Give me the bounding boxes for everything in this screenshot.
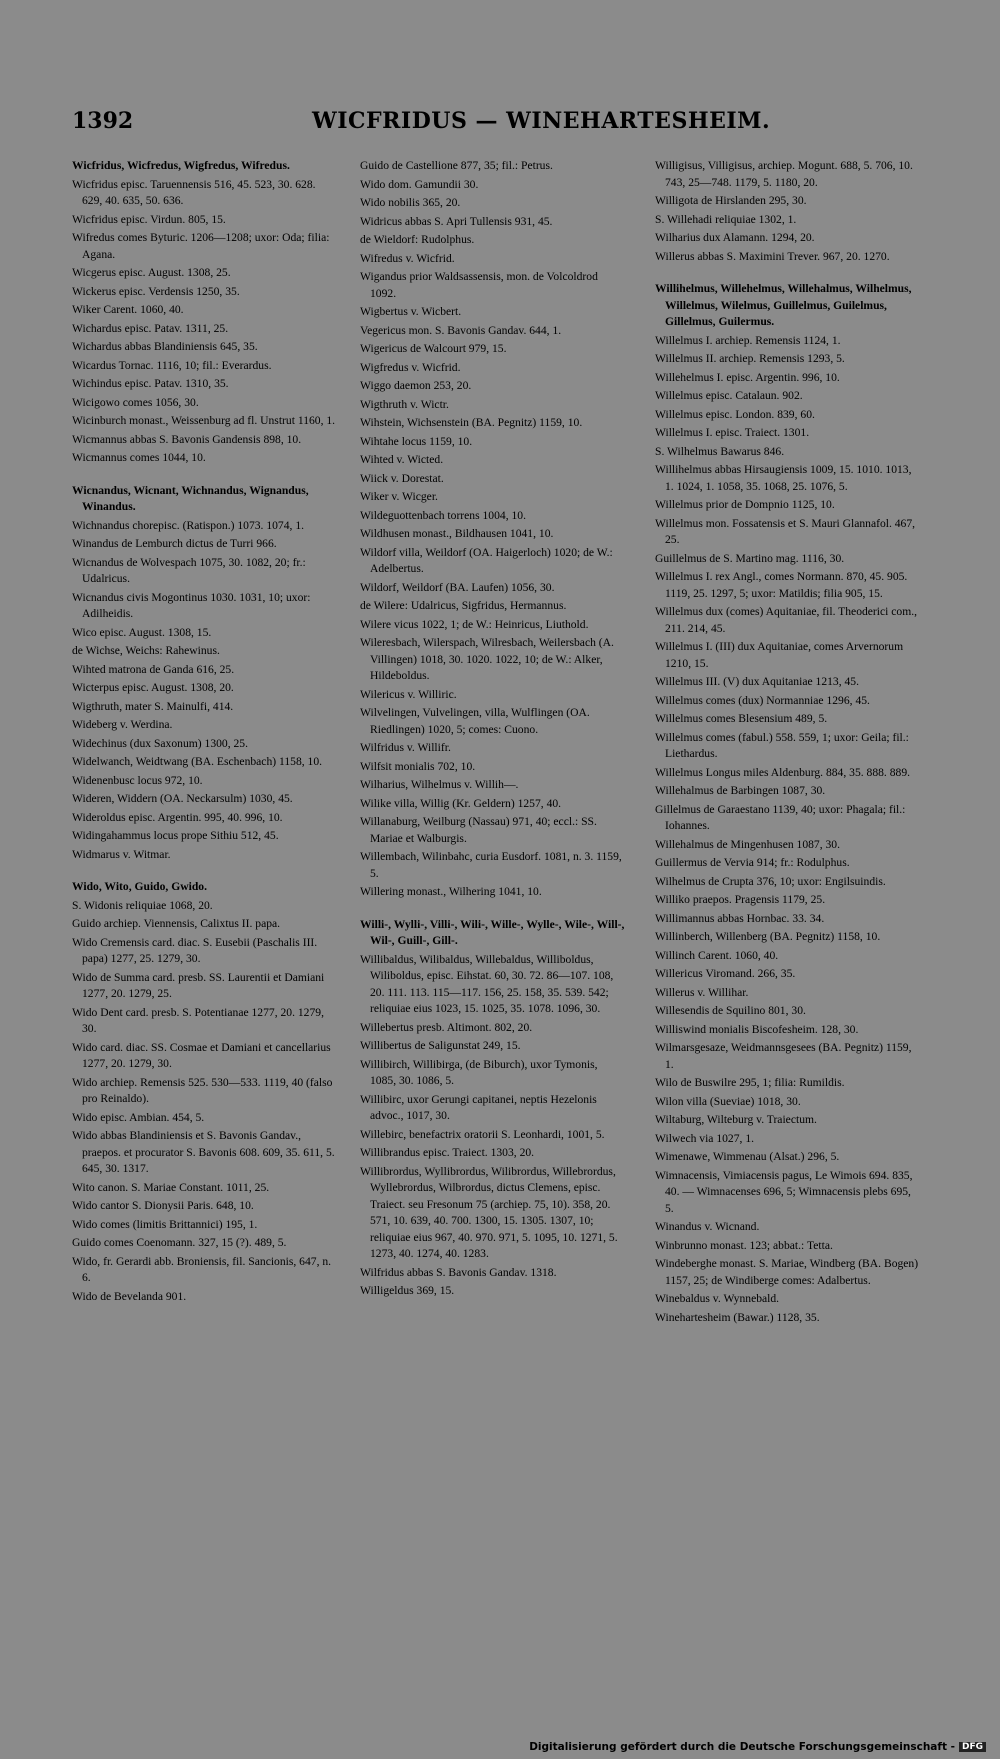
index-entry: Wildorf villa, Weildorf (OA. Haigerloch) 1020; de W.: Adelbertus. bbox=[360, 545, 613, 575]
index-entry: Willigota de Hirslanden 295, 30. bbox=[655, 194, 807, 207]
index-entry: Wilvelingen, Vulvelingen, villa, Wulflingen (OA. Riedlingen) 1020, 5; comes: Cuono. bbox=[360, 706, 590, 736]
index-entry: Wilwech via 1027, 1. bbox=[655, 1131, 755, 1145]
index-entry: Winandus v. Wicnand. bbox=[655, 1220, 760, 1233]
index-entry: Wiltaburg, Wilteburg v. Traiectum. bbox=[655, 1113, 817, 1126]
index-entry: Wilfsit monialis 702, 10. bbox=[360, 759, 476, 773]
index-entry: Willibrordus, Wyllibrordus, Wilibrordus, Willebrordus, Wyllebrordus, Wilbrordus, dictus Clemens, episc. Traiect. seu Fresonum 75 (archiep. 75, 10). 358, 20. 571, 10. 639, 40. 700. 1300, 15. 1305. 1307, 10; reliquiae eius 967, 40. 970. 971, 5. 1095, 10. 1271, 5. 1273, 40. 1274, 40. 1283. bbox=[360, 1164, 618, 1260]
index-entry: Willibirch, Willibirga, (de Biburch), uxor Tymonis, 1085, 30. 1086, 5. bbox=[360, 1057, 598, 1087]
index-entry: Wicigowo comes 1056, 30. bbox=[72, 395, 199, 409]
index-entry: Willelmus II. archiep. Remensis 1293, 5. bbox=[655, 352, 845, 365]
index-entry: S. Widonis reliquiae 1068, 20. bbox=[72, 898, 213, 912]
index-entry: Willelmus episc. London. 839, 60. bbox=[655, 407, 815, 421]
index-entry: Wideren, Widdern (OA. Neckarsulm) 1030, 45. bbox=[72, 792, 293, 805]
index-columns bbox=[72, 158, 972, 1658]
index-entry: Wido de Bevelanda 901. bbox=[72, 1289, 187, 1303]
index-entry: Winandus de Lemburch dictus de Turri 966. bbox=[72, 537, 277, 550]
index-entry: Windeberghe monast. S. Mariae, Windberg (BA. Bogen) 1157, 25; de Windiberge comes: Adalbertus. bbox=[655, 1257, 919, 1287]
index-entry: Wido card. diac. SS. Cosmae et Damiani et cancellarius 1277, 20. 1279, 30. bbox=[72, 1040, 331, 1070]
index-entry: Wimenawe, Wimmenau (Alsat.) 296, 5. bbox=[655, 1150, 840, 1163]
index-entry: Wihted matrona de Ganda 616, 25. bbox=[72, 662, 235, 676]
index-entry: Wigfredus v. Wicfrid. bbox=[360, 360, 461, 374]
index-entry: Wiick v. Dorestat. bbox=[360, 471, 444, 485]
index-entry: Wico episc. August. 1308, 15. bbox=[72, 625, 212, 639]
index-entry: Wildhusen monast., Bildhausen 1041, 10. bbox=[360, 527, 554, 540]
index-entry: Wildeguottenbach torrens 1004, 10. bbox=[360, 508, 526, 522]
index-entry: Wido de Summa card. presb. SS. Laurentii et Damiani 1277, 20. 1279, 25. bbox=[72, 970, 325, 1000]
index-entry: Willelmus III. (V) dux Aquitaniae 1213, 45. bbox=[655, 675, 859, 688]
index-entry: Wigbertus v. Wicbert. bbox=[360, 305, 462, 318]
index-entry: Wilericus v. Williric. bbox=[360, 687, 457, 701]
index-entry: Widingahammus locus prope Sithiu 512, 45. bbox=[72, 829, 279, 842]
index-entry: Wicnandus civis Mogontinus 1030. 1031, 10; uxor: Adilheidis. bbox=[72, 590, 311, 620]
index-entry: Wilon villa (Sueviae) 1018, 30. bbox=[655, 1094, 801, 1108]
index-entry: Willibaldus, Wilibaldus, Willebaldus, Williboldus, Wiliboldus, episc. Eihstat. 60, 30. 72. 86—107. 108, 20. 111. 113. 115—117. 156, 25. 158, 35. 539. 542; reliquiae eius 1023, 15. 1025, 35. 1078. 1096, 30. bbox=[360, 952, 614, 1015]
digitization-credit bbox=[529, 1741, 986, 1753]
index-entry: Wido abbas Blandiniensis et S. Bavonis Gandav., praepos. et procurator S. Bavonis 608. 609, 35. 611, 5. 645, 30. 1317. bbox=[72, 1129, 335, 1175]
index-entry: Wildorf, Weildorf (BA. Laufen) 1056, 30. bbox=[360, 580, 555, 594]
index-entry: Wickerus episc. Verdensis 1250, 35. bbox=[72, 284, 240, 298]
index-entry: Willehelmus I. episc. Argentin. 996, 10. bbox=[655, 370, 840, 384]
index-entry: Willibrandus episc. Traiect. 1303, 20. bbox=[360, 1146, 535, 1159]
index-entry: Winebaldus v. Wynnebald. bbox=[655, 1292, 780, 1305]
index-column-2 bbox=[360, 158, 626, 1302]
index-entry: Willericus Viromand. 266, 35. bbox=[655, 967, 796, 980]
index-entry: Willelmus prior de Dompnio 1125, 10. bbox=[655, 498, 835, 511]
index-entry: Willihelmus abbas Hirsaugiensis 1009, 15. 1010. 1013, 1. 1024, 1. 1058, 35. 1068, 25. 1076, 5. bbox=[655, 463, 912, 493]
index-entry: de Wieldorf: Rudolphus. bbox=[360, 233, 475, 246]
index-entry: Willelmus Longus miles Aldenburg. 884, 35. 888. 889. bbox=[655, 765, 911, 779]
index-entry: Willelmus comes Blesensium 489, 5. bbox=[655, 712, 828, 725]
index-entry: Wigandus prior Waldsassensis, mon. de Volcoldrod 1092. bbox=[360, 270, 598, 300]
page-header bbox=[72, 108, 771, 142]
index-entry: Wideberg v. Werdina. bbox=[72, 718, 173, 731]
index-entry: Widenenbusc locus 972, 10. bbox=[72, 773, 203, 787]
index-entry: Wichindus episc. Patav. 1310, 35. bbox=[72, 377, 229, 390]
index-entry: de Wichse, Weichs: Rahewinus. bbox=[72, 644, 220, 657]
index-entry: Willerus v. Willihar. bbox=[655, 985, 749, 999]
index-column-3 bbox=[655, 158, 921, 1328]
index-entry: Guido de Castellione 877, 35; fil.: Petrus. bbox=[360, 159, 553, 172]
running-title: WICFRIDUS — WINEHARTESHEIM. bbox=[312, 108, 771, 134]
index-entry: Willering monast., Wilhering 1041, 10. bbox=[360, 885, 542, 898]
index-entry: Willelmus I. episc. Traiect. 1301. bbox=[655, 426, 810, 439]
index-entry: Wilfridus abbas S. Bavonis Gandav. 1318. bbox=[360, 1265, 557, 1279]
index-entry: Williswind monialis Biscofesheim. 128, 30. bbox=[655, 1022, 859, 1036]
index-entry: Willelmus episc. Catalaun. 902. bbox=[655, 389, 803, 402]
index-entry: Wihted v. Wicted. bbox=[360, 453, 444, 466]
index-entry: de Wilere: Udalricus, Sigfridus, Hermannus. bbox=[360, 599, 567, 612]
index-entry: Wihtahe locus 1159, 10. bbox=[360, 434, 473, 448]
index-entry: Wilere vicus 1022, 1; de W.: Heinricus, Liuthold. bbox=[360, 617, 589, 631]
dfg-logo: DFG bbox=[959, 1742, 986, 1752]
index-entry: Wilike villa, Willig (Kr. Geldern) 1257, 40. bbox=[360, 796, 562, 810]
index-column-1 bbox=[72, 158, 338, 1307]
index-entry: Willigisus, Villigisus, archiep. Mogunt. 688, 5. 706, 10. 743, 25—748. 1179, 5. 1180, 20. bbox=[655, 159, 913, 189]
index-entry: Widelwanch, Weidtwang (BA. Eschenbach) 1158, 10. bbox=[72, 755, 323, 768]
index-entry: Willimannus abbas Hornbac. 33. 34. bbox=[655, 911, 825, 925]
index-entry: Willehalmus de Mingenhusen 1087, 30. bbox=[655, 837, 841, 851]
index-entry: Wichnandus chorepisc. (Ratispon.) 1073. 1074, 1. bbox=[72, 518, 305, 532]
index-entry: Wilhelmus de Crupta 376, 10; uxor: Engilsuindis. bbox=[655, 874, 886, 888]
index-entry: Willebirc, benefactrix oratorii S. Leonhardi, 1001, 5. bbox=[360, 1127, 605, 1141]
index-entry: Willelmus comes (fabul.) 558. 559, 1; uxor: Geila; fil.: Liethardus. bbox=[655, 730, 909, 760]
index-entry: Wicmannus abbas S. Bavonis Gandensis 898, 10. bbox=[72, 432, 302, 446]
index-entry: Wido nobilis 365, 20. bbox=[360, 196, 461, 209]
index-entry: Willigeldus 369, 15. bbox=[360, 1284, 455, 1297]
index-entry: S. Wilhelmus Bawarus 846. bbox=[655, 444, 785, 458]
index-entry: Willembach, Wilinbahc, curia Eusdorf. 1081, n. 3. 1159, 5. bbox=[360, 850, 622, 880]
index-entry: Wido archiep. Remensis 525. 530—533. 1119, 40 (falso pro Reinaldo). bbox=[72, 1075, 333, 1105]
index-group-heading: Willi-, Wylli-, Villi-, Wili-, Wille-, Wylle-, Wile-, Will-, Wil-, Guill-, Gill-. bbox=[360, 917, 625, 947]
index-entry: Willelmus I. (III) dux Aquitaniae, comes Arvernorum 1210, 15. bbox=[655, 640, 904, 670]
index-entry: Wilmarsgesaze, Weidmannsgesees (BA. Pegnitz) 1159, 1. bbox=[655, 1041, 912, 1071]
index-entry: Wido, fr. Gerardi abb. Broniensis, fil. Sancionis, 647, n. 6. bbox=[72, 1254, 332, 1284]
index-entry: Winbrunno monast. 123; abbat.: Tetta. bbox=[655, 1238, 833, 1252]
index-entry: Wicterpus episc. August. 1308, 20. bbox=[72, 681, 234, 694]
index-entry: Wihstein, Wichsenstein (BA. Pegnitz) 1159, 10. bbox=[360, 416, 583, 429]
index-entry: Wiker Carent. 1060, 40. bbox=[72, 303, 184, 316]
index-entry: Willerus abbas S. Maximini Trever. 967, 20. 1270. bbox=[655, 249, 890, 263]
index-entry: Willinberch, Willenberg (BA. Pegnitz) 1158, 10. bbox=[655, 930, 881, 943]
index-entry: Wito canon. S. Mariae Constant. 1011, 25. bbox=[72, 1180, 270, 1194]
index-entry: Vegericus mon. S. Bavonis Gandav. 644, 1. bbox=[360, 323, 562, 337]
index-entry: Guillermus de Vervia 914; fr.: Rodulphus. bbox=[655, 856, 850, 869]
index-entry: Wimnacensis, Vimiacensis pagus, Le Wimois 694. 835, 40. — Wimnacenses 696, 5; Wimnacensis plebs 695, 5. bbox=[655, 1168, 913, 1215]
index-entry: Wideroldus episc. Argentin. 995, 40. 996, 10. bbox=[72, 810, 283, 824]
index-entry: Guillelmus de S. Martino mag. 1116, 30. bbox=[655, 551, 845, 565]
index-entry: Wilharius, Wilhelmus v. Willih—. bbox=[360, 778, 519, 791]
index-entry: Willebertus presb. Altimont. 802, 20. bbox=[360, 1020, 533, 1034]
index-entry: Winehartesheim (Bawar.) 1128, 35. bbox=[655, 1310, 820, 1324]
index-entry: Widechinus (dux Saxonum) 1300, 25. bbox=[72, 736, 248, 750]
index-entry: Gillelmus de Garaestano 1139, 40; uxor: Phagala; fil.: Iohannes. bbox=[655, 802, 906, 832]
index-entry: Wiker v. Wicger. bbox=[360, 490, 438, 503]
index-entry: Willesendis de Squilino 801, 30. bbox=[655, 1004, 806, 1017]
index-entry: Wifredus v. Wicfrid. bbox=[360, 251, 455, 265]
index-entry: Wilharius dux Alamann. 1294, 20. bbox=[655, 231, 815, 244]
index-group-heading: Willihelmus, Willehelmus, Willehalmus, Wilhelmus, Willelmus, Wilelmus, Guillelmus, Guilelmus, Gillelmus, Guilermus. bbox=[655, 282, 912, 328]
index-entry: Willibertus de Saligunstat 249, 15. bbox=[360, 1039, 521, 1052]
index-entry: Wicnandus de Wolvespach 1075, 30. 1082, 20; fr.: Udalricus. bbox=[72, 555, 306, 585]
index-entry: Wichardus abbas Blandiniensis 645, 35. bbox=[72, 340, 258, 353]
index-entry: Willelmus I. archiep. Remensis 1124, 1. bbox=[655, 333, 841, 347]
index-entry: Wileresbach, Wilerspach, Wilresbach, Weilersbach (A. Villingen) 1018, 30. 1020. 1022, 10; de W.: Alker, Hildeboldus. bbox=[360, 636, 614, 682]
index-entry: S. Willehadi reliquiae 1302, 1. bbox=[655, 212, 797, 226]
index-entry: Guido archiep. Viennensis, Calixtus II. papa. bbox=[72, 917, 281, 930]
index-entry: Wilo de Buswilre 295, 1; filia: Rumildis. bbox=[655, 1076, 845, 1089]
index-entry: Willinch Carent. 1060, 40. bbox=[655, 948, 779, 962]
index-entry: Wido cantor S. Dionysii Paris. 648, 10. bbox=[72, 1199, 254, 1212]
index-entry: Wicgerus episc. August. 1308, 25. bbox=[72, 266, 231, 279]
index-entry: Wido dom. Gamundii 30. bbox=[360, 177, 479, 191]
index-entry: Willibirc, uxor Gerungi capitanei, neptis Hezelonis advoc., 1017, 30. bbox=[360, 1092, 597, 1122]
index-entry: Williko praepos. Pragensis 1179, 25. bbox=[655, 893, 826, 906]
index-entry: Wicardus Tornac. 1116, 10; fil.: Everardus. bbox=[72, 358, 272, 372]
index-entry: Widmarus v. Witmar. bbox=[72, 847, 171, 861]
index-entry: Wido comes (limitis Brittannici) 195, 1. bbox=[72, 1217, 258, 1231]
index-entry: Wiggo daemon 253, 20. bbox=[360, 379, 472, 392]
index-group-heading: Wido, Wito, Guido, Gwido. bbox=[72, 880, 207, 893]
index-entry: Wichardus episc. Patav. 1311, 25. bbox=[72, 321, 229, 335]
index-entry: Wigericus de Walcourt 979, 15. bbox=[360, 342, 507, 355]
index-entry: Wicfridus episc. Taruennensis 516, 45. 523, 30. 628. 629, 40. 635, 50. 636. bbox=[72, 177, 316, 207]
index-entry: Willelmus I. rex Angl., comes Normann. 870, 45. 905. 1119, 25. 1297, 5; uxor: Matildis; filia 905, 15. bbox=[655, 570, 908, 600]
index-entry: Willelmus comes (dux) Normanniae 1296, 45. bbox=[655, 693, 870, 707]
index-entry: Widricus abbas S. Apri Tullensis 931, 45. bbox=[360, 214, 553, 228]
credit-text: Digitalisierung gefördert durch die Deutsche Forschungsgemeinschaft - bbox=[529, 1741, 955, 1753]
index-entry: Wicfridus episc. Virdun. 805, 15. bbox=[72, 212, 226, 226]
index-group-heading: Wicfridus, Wicfredus, Wigfredus, Wifredus. bbox=[72, 159, 290, 172]
index-entry: Wido episc. Ambian. 454, 5. bbox=[72, 1110, 205, 1124]
index-entry: Wigthruth v. Wictr. bbox=[360, 397, 449, 411]
index-entry: Wido Cremensis card. diac. S. Eusebii (Paschalis III. papa) 1277, 25. 1279, 30. bbox=[72, 935, 318, 965]
index-entry: Wicmannus comes 1044, 10. bbox=[72, 451, 206, 464]
index-entry: Willelmus mon. Fossatensis et S. Mauri Glannafol. 467, 25. bbox=[655, 516, 916, 546]
index-entry: Wicinburch monast., Weissenburg ad fl. Unstrut 1160, 1. bbox=[72, 414, 336, 427]
index-entry: Wifredus comes Byturic. 1206—1208; uxor: Oda; filia: Agana. bbox=[72, 231, 330, 261]
index-entry: Willanaburg, Weilburg (Nassau) 971, 40; eccl.: SS. Mariae et Walburgis. bbox=[360, 815, 597, 845]
page-number: 1392 bbox=[72, 108, 134, 134]
index-entry: Wido Dent card. presb. S. Potentianae 1277, 20. 1279, 30. bbox=[72, 1005, 324, 1035]
index-entry: Willehalmus de Barbingen 1087, 30. bbox=[655, 784, 826, 797]
index-group-heading: Wicnandus, Wicnant, Wichnandus, Wignandus, Winandus. bbox=[72, 483, 309, 513]
index-entry: Wigthruth, mater S. Mainulfi, 414. bbox=[72, 699, 234, 713]
index-entry: Guido comes Coenomann. 327, 15 (?). 489, 5. bbox=[72, 1236, 287, 1249]
index-entry: Willelmus dux (comes) Aquitaniae, fil. Theoderici com., 211. 214, 45. bbox=[655, 605, 918, 635]
index-entry: Wilfridus v. Willifr. bbox=[360, 741, 451, 754]
